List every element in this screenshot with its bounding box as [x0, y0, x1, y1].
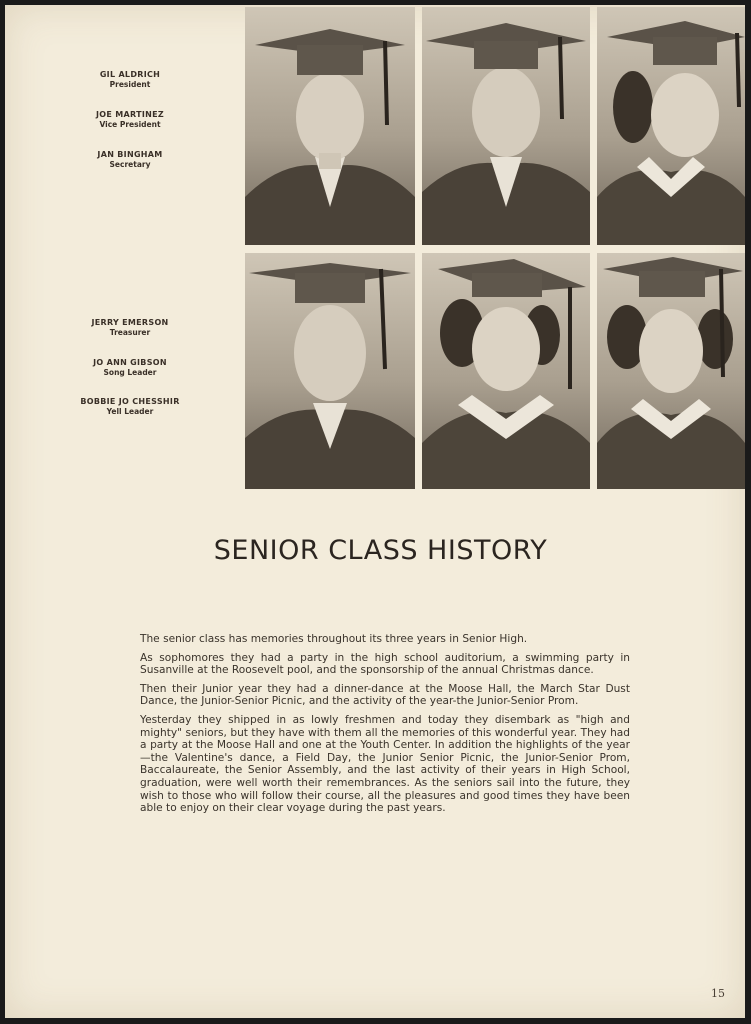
officer-role: Vice President — [99, 120, 161, 129]
officer-role: Song Leader — [103, 368, 157, 377]
portrait-photo-3 — [597, 7, 745, 245]
officer-caption-secretary — [45, 149, 215, 170]
portrait-photo-6 — [597, 253, 745, 489]
portrait-photo-4 — [245, 253, 415, 489]
officer-caption-song-leader — [45, 357, 215, 378]
paragraph: The senior class has memories throughout its three years in Senior High. — [140, 633, 528, 645]
officer-name: JERRY EMERSON — [91, 318, 169, 327]
page-title: SENIOR CLASS HISTORY — [213, 535, 548, 566]
officer-name: BOBBIE JO CHESSHIR — [80, 397, 180, 406]
officer-role: Secretary — [109, 160, 151, 169]
class-history-text — [140, 633, 630, 821]
officer-caption-treasurer — [45, 317, 215, 338]
paragraph: As sophomores they had a party in the high school auditorium, a swimming party in Susanville at the Roosevelt pool, and the sponsorship of the annual Christmas dance. — [140, 651, 630, 677]
officer-name: GIL ALDRICH — [99, 70, 161, 79]
paragraph: Then their Junior year they had a dinner-dance at the Moose Hall, the March Star Dust Dance, the Junior-Senior Picnic, and the activity of the year-the Junior-Senior Prom. — [140, 682, 630, 708]
yearbook-page — [5, 5, 745, 1018]
officer-caption-president — [45, 69, 215, 90]
portrait-photo-1 — [245, 7, 415, 245]
officer-name: JOE MARTINEZ — [96, 110, 164, 119]
officer-role: Yell Leader — [106, 407, 154, 416]
officer-name: JAN BINGHAM — [97, 150, 163, 159]
officer-role: President — [109, 80, 151, 89]
paragraph: Yesterday they shipped in as lowly freshmen and today they disembark as "high and mighty" seniors, but they have with them all the memories of this wonderful year. They had a party at the Moose Hall and one at the Youth Center. In addition the highlights of the year—the Valentine's dance, a Field Day, the Junior Senior Picnic, the Junior-Senior Prom, Baccalaureate, the Senior Assembly, and the last activity of their years in High School, graduation, were well worth their remembrances. As the seniors sail into the future, they wish to those who will follow their course, all the pleasures and good times they have been able to enjoy on their clear voyage during the past years. — [140, 713, 630, 815]
officer-name: JO ANN GIBSON — [93, 358, 167, 367]
officer-caption-yell-leader — [45, 396, 215, 417]
officer-role: Treasurer — [109, 328, 151, 337]
page-number: 15 — [711, 987, 725, 1000]
officer-caption-vice-president — [45, 109, 215, 130]
portrait-photo-5 — [422, 253, 590, 489]
portrait-photo-2 — [422, 7, 590, 245]
